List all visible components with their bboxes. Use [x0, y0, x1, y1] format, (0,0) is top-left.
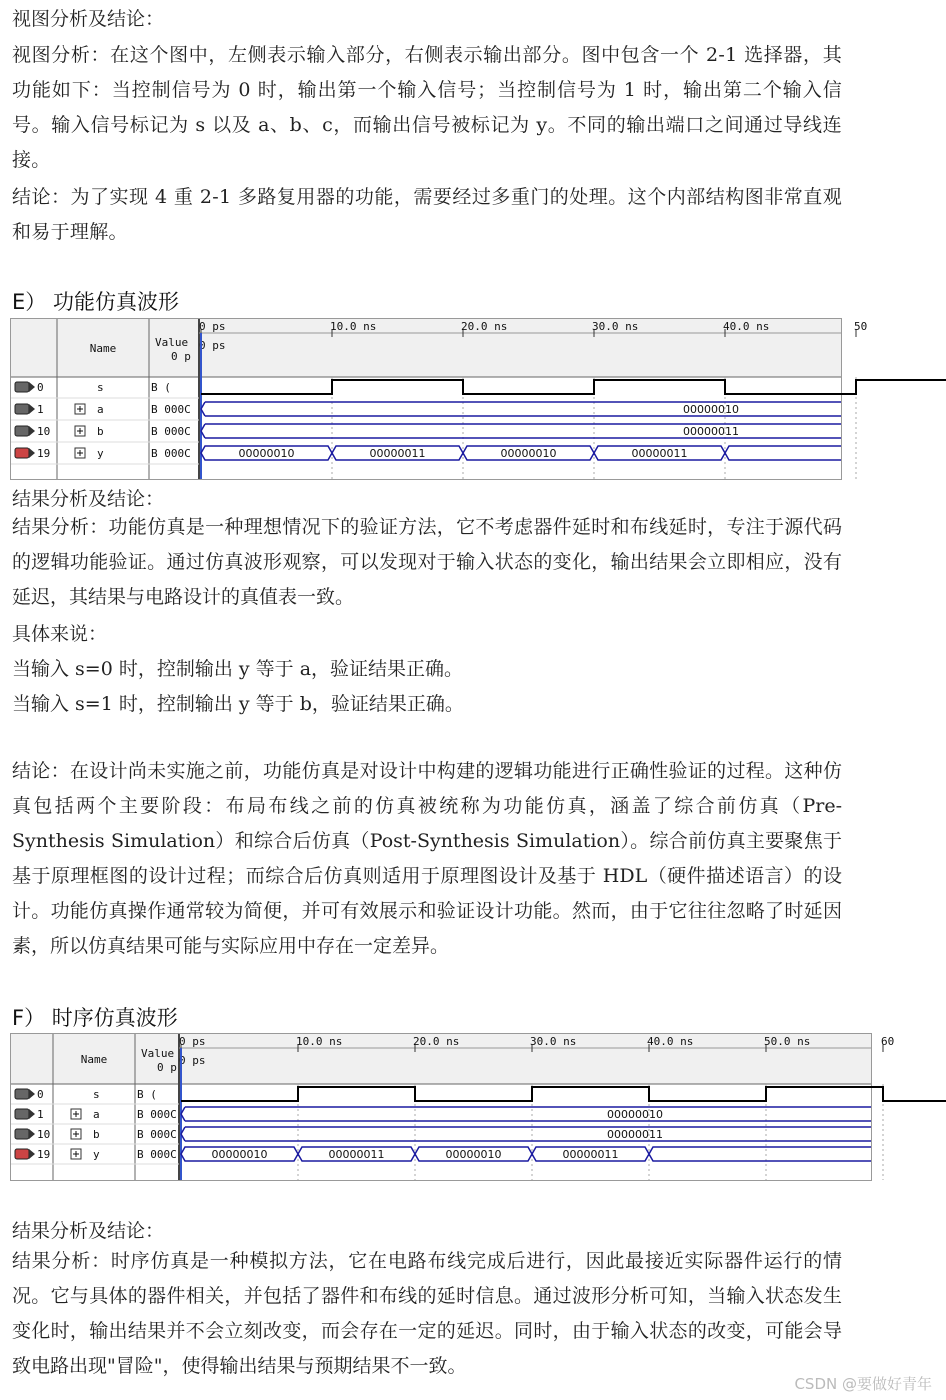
bus-y-segment-value: 00000011 — [328, 1148, 385, 1161]
time-label: 20.0 ns — [461, 320, 508, 333]
value-column-sub: 0 p — [171, 350, 191, 363]
signal-index: 10 — [37, 425, 51, 438]
value-column-sub: 0 p — [157, 1061, 177, 1074]
signal-index: 1 — [37, 1108, 44, 1121]
time-label: 0 ps — [199, 320, 226, 333]
arrow-icon — [29, 1129, 35, 1139]
arrow-icon — [29, 404, 35, 414]
output-pin-icon — [15, 448, 29, 458]
functional-sim-title: E） 功能仿真波形 — [12, 290, 179, 314]
bus-a-value: 00000010 — [683, 403, 739, 416]
signal-s-waveform — [181, 1087, 946, 1101]
bus-b-value: 00000011 — [607, 1128, 663, 1141]
output-pin-icon — [15, 1149, 29, 1159]
bus-b-value: 00000011 — [683, 425, 739, 438]
functional-detail-2: 当输入 s=1 时，控制输出 y 等于 b，验证结果正确。 — [12, 693, 464, 715]
functional-result-paragraph: 结果分析：功能仿真是一种理想情况下的验证方法，它不考虑器件延时和布线延时，专注于源代码的逻辑功能验证。通过仿真波形观察，可以发现对于输入状态的变化，输出结果会立即相应，没有延迟，其结果与电路设计的真值表一致。 — [12, 516, 842, 608]
bus-y-segment-value: 00000011 — [562, 1148, 619, 1161]
signal-index: 10 — [37, 1128, 51, 1141]
input-pin-icon — [15, 1109, 29, 1119]
bus-y-waveform — [181, 1147, 871, 1161]
time-label: 60 — [881, 1035, 895, 1048]
signal-index: 0 — [37, 381, 44, 394]
signal-value: B 000C — [151, 447, 191, 460]
signal-name: s — [97, 381, 104, 394]
value-column-header: Value — [155, 336, 189, 349]
signal-name: a — [97, 403, 104, 416]
arrow-icon — [29, 1149, 35, 1159]
time-label: 40.0 ns — [723, 320, 770, 333]
signal-value: B 000C — [151, 425, 191, 438]
functional-detail-label: 具体来说： — [12, 623, 108, 645]
functional-result-heading: 结果分析及结论： — [12, 488, 165, 510]
signal-name: a — [93, 1108, 100, 1121]
signal-value: B 000C — [137, 1148, 177, 1161]
signal-value: B 000C — [137, 1108, 177, 1121]
bus-b-waveform — [181, 1127, 871, 1141]
input-pin-icon — [15, 404, 29, 414]
time-label: 30.0 ns — [592, 320, 639, 333]
timing-result-heading: 结果分析及结论： — [12, 1220, 165, 1242]
signal-value: B 000C — [137, 1128, 177, 1141]
functional-sim-waveform — [10, 318, 868, 480]
arrow-icon — [29, 426, 35, 436]
name-column-header: Name — [89, 342, 117, 355]
waveform-svg — [11, 1034, 895, 1180]
bus-y-segment-value: 00000011 — [369, 447, 426, 460]
bus-y-segment-value: 00000010 — [445, 1148, 502, 1161]
bus-a-waveform — [201, 402, 841, 416]
signal-name: y — [97, 447, 104, 460]
time-label: 10.0 ns — [330, 320, 377, 333]
wave-header-bg — [11, 319, 841, 377]
input-pin-icon — [15, 382, 29, 392]
timing-sim-title: F） 时序仿真波形 — [12, 1006, 178, 1030]
signal-name: y — [93, 1148, 100, 1161]
name-column-header: Name — [80, 1053, 108, 1066]
timing-result-paragraph: 结果分析：时序仿真是一种模拟方法，它在电路布线完成后进行，因此最接近实际器件运行的情况。它与具体的器件相关，并包括了器件和布线的延时信息。通过波形分析可知，当输入状态发生变化时，输出结果并不会立刻改变，而会存在一定的延迟。同时，由于输入状态的改变，可能会导致电路出现"冒险"，使得输出结果与预期结果不一致。 — [12, 1250, 842, 1377]
watermark: CSDN @要做好青年 — [794, 1375, 932, 1393]
signal-index: 19 — [37, 447, 51, 460]
signal-index: 19 — [37, 1148, 51, 1161]
time-label: 30.0 ns — [530, 1035, 577, 1048]
functional-detail-1: 当输入 s=0 时，控制输出 y 等于 a，验证结果正确。 — [12, 658, 464, 680]
bus-y-segment-value: 00000010 — [211, 1148, 268, 1161]
bus-y-segment-value: 00000010 — [500, 447, 557, 460]
bus-y-segment-value: 00000011 — [631, 447, 688, 460]
signal-index: 1 — [37, 403, 44, 416]
timing-sim-waveform — [10, 1033, 895, 1181]
view-conclusion-paragraph: 结论：为了实现 4 重 2-1 多路复用器的功能，需要经过多重门的处理。这个内部结构图非常直观和易于理解。 — [12, 186, 842, 243]
signal-name: b — [93, 1128, 100, 1141]
value-column-header: Value — [141, 1047, 175, 1060]
signal-name: s — [93, 1088, 100, 1101]
arrow-icon — [29, 1109, 35, 1119]
arrow-icon — [29, 382, 35, 392]
waveform-svg — [11, 319, 868, 479]
signal-value: B ( — [151, 381, 171, 394]
arrow-icon — [29, 1089, 35, 1099]
time-label: 10.0 ns — [296, 1035, 343, 1048]
input-pin-icon — [15, 1129, 29, 1139]
input-pin-icon — [15, 1089, 29, 1099]
bus-a-waveform — [181, 1107, 871, 1121]
view-analysis-heading: 视图分析及结论： — [12, 8, 165, 30]
signal-name: b — [97, 425, 104, 438]
view-analysis-paragraph: 视图分析：在这个图中，左侧表示输入部分，右侧表示输出部分。图中包含一个 2-1 选择器，其功能如下：当控制信号为 0 时，输出第一个输入信号；当控制信号为 1 时，输出第二个输入信号。输入信号标记为 s 以及 a、b、c，而输出信号被标记为 y。不同的输出端口之间通过导线连接。 — [12, 44, 842, 171]
bus-b-waveform — [201, 424, 841, 438]
signal-value: B 000C — [151, 403, 191, 416]
time-label: 50 — [854, 320, 868, 333]
input-pin-icon — [15, 426, 29, 436]
bus-y-segment-value: 00000010 — [238, 447, 295, 460]
bus-a-value: 00000010 — [607, 1108, 663, 1121]
functional-conclusion-paragraph: 结论：在设计尚未实施之前，功能仿真是对设计中构建的逻辑功能进行正确性验证的过程。这种仿真包括两个主要阶段：布局布线之前的仿真被统称为功能仿真，涵盖了综合前仿真（Pre-Synthesis Simulation）和综合后仿真（Post-Synthesis Simulation）。综合前仿真主要聚焦于基于原理框图的设计过程；而综合后仿真则适用于原理图设计及基于 HDL（硬件描述语言）的设计。功能仿真操作通常较为简便，并可有效展示和验证设计功能。然而，由于它往往忽略了时延因素，所以仿真结果可能与实际应用中存在一定差异。 — [12, 760, 842, 957]
time-label: 20.0 ns — [413, 1035, 460, 1048]
time-label: 0 ps — [179, 1035, 206, 1048]
cursor-label: 0 ps — [199, 339, 226, 352]
signal-s-waveform — [201, 380, 946, 394]
time-label: 40.0 ns — [647, 1035, 694, 1048]
cursor-label: 0 ps — [179, 1054, 206, 1067]
signal-index: 0 — [37, 1088, 44, 1101]
signal-value: B ( — [137, 1088, 157, 1101]
arrow-icon — [29, 448, 35, 458]
time-label: 50.0 ns — [764, 1035, 811, 1048]
